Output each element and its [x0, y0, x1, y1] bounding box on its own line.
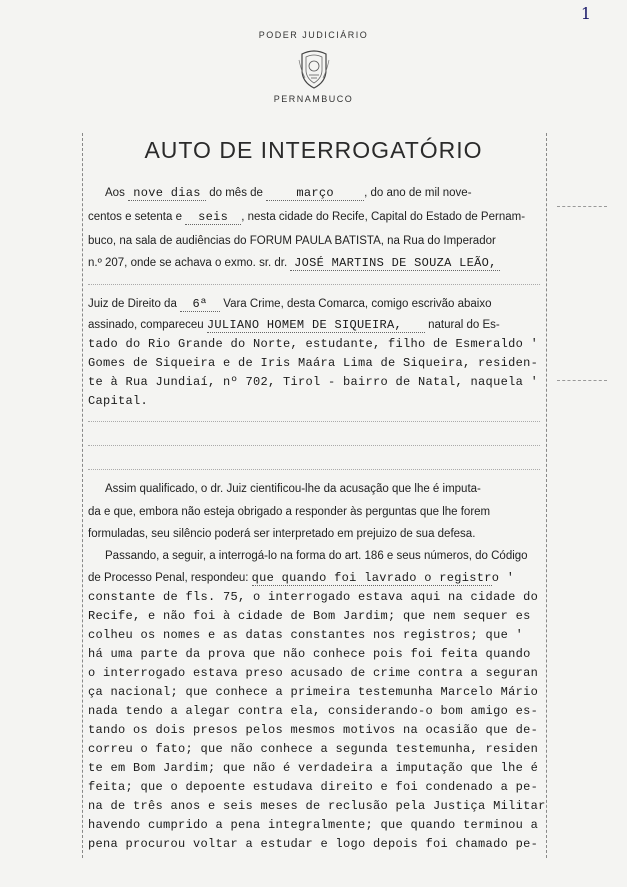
blank-rule	[88, 469, 540, 470]
field-vara: 6ª	[180, 297, 220, 312]
field-accused: JULIANO HOMEM DE SIQUEIRA,	[207, 318, 425, 333]
intro-line: Aos nove dias do mês de março , do ano de mil nove-	[105, 186, 472, 200]
left-margin-rule	[82, 133, 84, 858]
right-margin-mark	[557, 380, 607, 381]
typed-line: correu o fato; que não conhece a segunda testemunha, residen	[88, 742, 539, 756]
intro-line: n.º 207, onde se achava o exmo. sr. dr. JOSÉ MARTINS DE SOUZA LEÃO,	[88, 256, 540, 271]
coat-of-arms-icon	[297, 48, 331, 90]
typed-line: o interrogado estava preso acusado de crime contra a seguran	[88, 666, 539, 680]
text-line: Assim qualificado, o dr. Juiz cientificou-lhe da acusação que lhe é imputa-	[105, 483, 481, 495]
typed-line: havendo cumprido a pena integralmente; que quando terminou a	[88, 818, 539, 832]
header-bottom-label: PERNAMBUCO	[273, 94, 354, 104]
text-line: de Processo Penal, respondeu: que quando foi lavrado o registro '	[88, 571, 515, 585]
blank-rule	[88, 284, 540, 285]
typed-line: Recife, e não foi à cidade de Bom Jardim; que nem sequer es	[88, 609, 531, 623]
typed-line: tado do Rio Grande do Norte, estudante, filho de Esmeraldo '	[88, 337, 539, 351]
typed-line: Gomes de Siqueira e de Iris Maára Lima de Siqueira, residen-	[88, 356, 539, 370]
text-line: da e que, embora não esteja obrigado a responder às perguntas que lhe forem	[88, 506, 491, 518]
blank-rule	[88, 445, 540, 446]
field-year: seis	[185, 210, 241, 225]
right-margin-mark	[557, 206, 607, 207]
intro-line: buco, na sala de audiências do FORUM PAULA BATISTA, na Rua do Imperador	[88, 235, 496, 247]
letterhead	[0, 30, 627, 104]
typed-line: nada tendo a alegar contra ela, considerando-o bom amigo es-	[88, 704, 539, 718]
field-judge: JOSÉ MARTINS DE SOUZA LEÃO,	[290, 256, 500, 271]
typed-line: te em Bom Jardim; que não é verdadeira a imputação que lhe é	[88, 761, 539, 775]
typed-line: colheu os nomes e as datas constantes nos registros; que '	[88, 628, 524, 642]
typed-line: na de três anos e seis meses de reclusão pela Justiça Militar	[88, 799, 546, 813]
text-line: formuladas, seu silêncio poderá ser interpretado em prejuizo de sua defesa.	[88, 528, 476, 540]
typed-line: tando os dois presos pelos mesmos motivos na ocasião que de-	[88, 723, 539, 737]
field-day: nove dias	[128, 186, 206, 201]
header-top-label: PODER JUDICIÁRIO	[258, 30, 369, 40]
typed-line: feita; que o depoente estudava direito e foi condenado a pe-	[88, 780, 539, 794]
right-margin-rule	[546, 133, 548, 858]
intro-line: Juiz de Direito da 6ª Vara Crime, desta Comarca, comigo escrivão abaixo	[88, 297, 492, 311]
intro-line: centos e setenta e seis , nesta cidade do Recife, Capital do Estado de Pernam-	[88, 210, 526, 224]
text-line: Passando, a seguir, a interrogá-lo na forma do art. 186 e seus números, do Código	[105, 550, 528, 562]
typed-line: há uma parte da prova que não conhece pois foi feita quando	[88, 647, 531, 661]
typed-line: pena procurou voltar a estudar e logo depois foi chamado pe-	[88, 837, 539, 851]
field-month: março	[266, 186, 364, 201]
blank-rule	[88, 421, 540, 422]
typed-line: Capital.	[88, 394, 149, 408]
intro-line: assinado, compareceu JULIANO HOMEM DE SIQUEIRA, natural do Es-	[88, 318, 500, 332]
document-title: AUTO DE INTERROGATÓRIO	[144, 137, 483, 163]
page-number: 1	[580, 4, 591, 23]
typed-line: te à Rua Jundiaí, nº 702, Tirol - bairro de Natal, naquela '	[88, 375, 539, 389]
typed-line: constante de fls. 75, o interrogado estava aqui na cidade do	[88, 590, 539, 604]
typed-line: ça nacional; que conhece a primeira testemunha Marcelo Mário	[88, 685, 539, 699]
field-answer-start: que quando foi lavrado o registro '	[251, 571, 515, 585]
